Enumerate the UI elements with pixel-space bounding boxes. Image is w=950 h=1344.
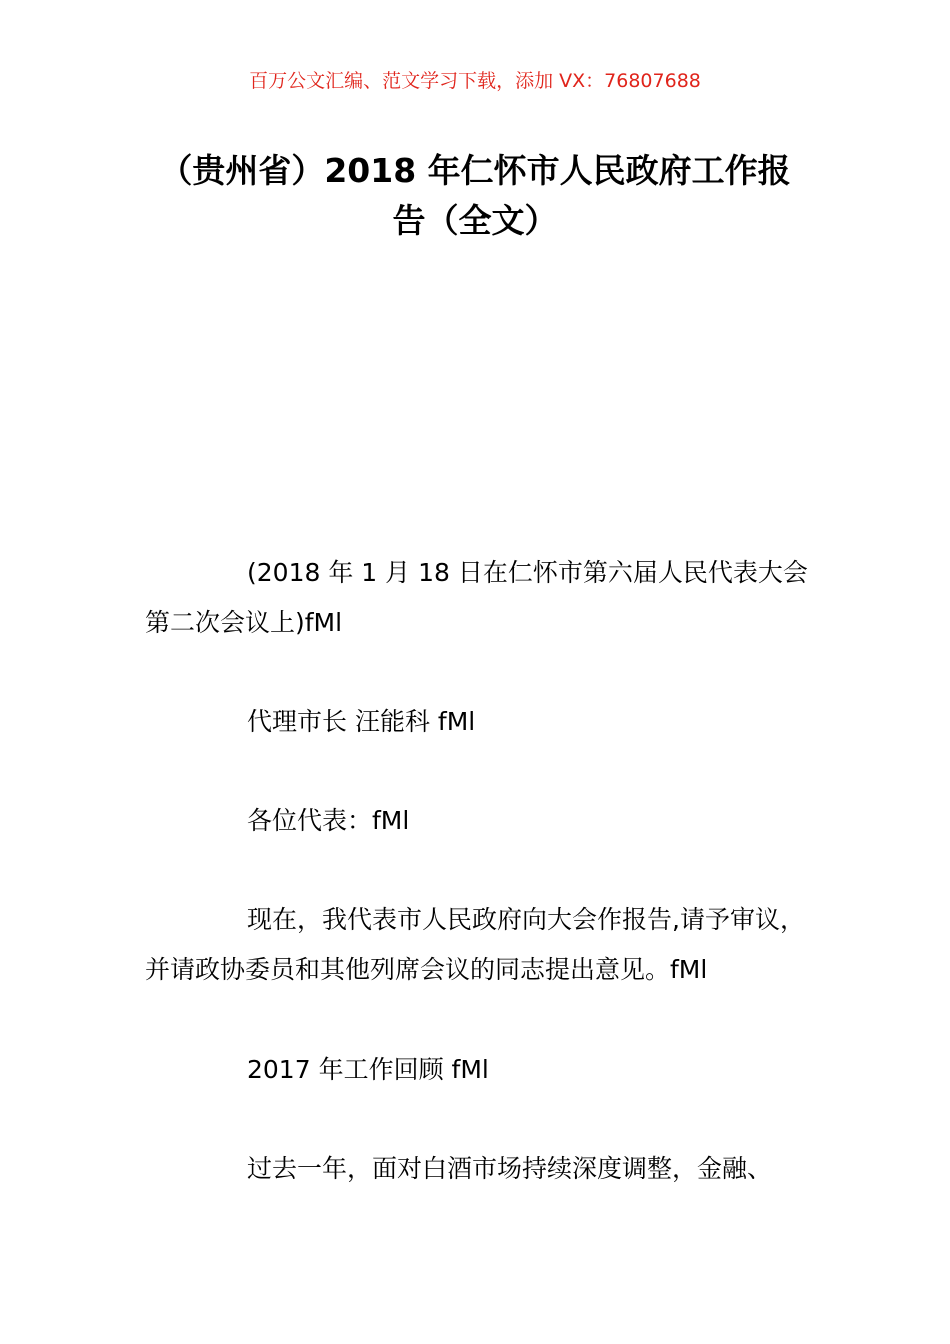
paragraph-salutation xyxy=(145,796,835,846)
document-title xyxy=(130,146,820,246)
title-line-2: 告（全文） xyxy=(392,201,558,240)
paragraph-speaker xyxy=(145,697,835,747)
paragraph-line: (2018 年 1 月 18 日在仁怀市第六届人民代表大会 xyxy=(247,558,808,587)
paragraph-line: 2017 年工作回顾 fMl xyxy=(247,1055,489,1084)
paragraph-review xyxy=(145,1144,835,1194)
section-heading xyxy=(145,1045,835,1095)
header-note: 百万公文汇编、范文学习下载，添加 VX：76807688 xyxy=(249,70,701,92)
paragraph-line: 并请政协委员和其他列席会议的同志提出意见。fMl xyxy=(145,955,708,984)
paragraph-session-note xyxy=(145,548,835,648)
paragraph-line: 各位代表：fMl xyxy=(247,806,410,835)
paragraph-line: 现在，我代表市人民政府向大会作报告,请予审议， xyxy=(247,905,805,934)
paragraph-line: 代理市长 汪能科 fMl xyxy=(247,707,476,736)
paragraph-line: 第二次会议上)fMl xyxy=(145,608,343,637)
paragraph-line: 过去一年，面对白酒市场持续深度调整，金融、 xyxy=(247,1154,773,1183)
paragraph-opening xyxy=(145,895,835,995)
title-line-1: （贵州省）2018 年仁怀市人民政府工作报 xyxy=(159,151,791,190)
